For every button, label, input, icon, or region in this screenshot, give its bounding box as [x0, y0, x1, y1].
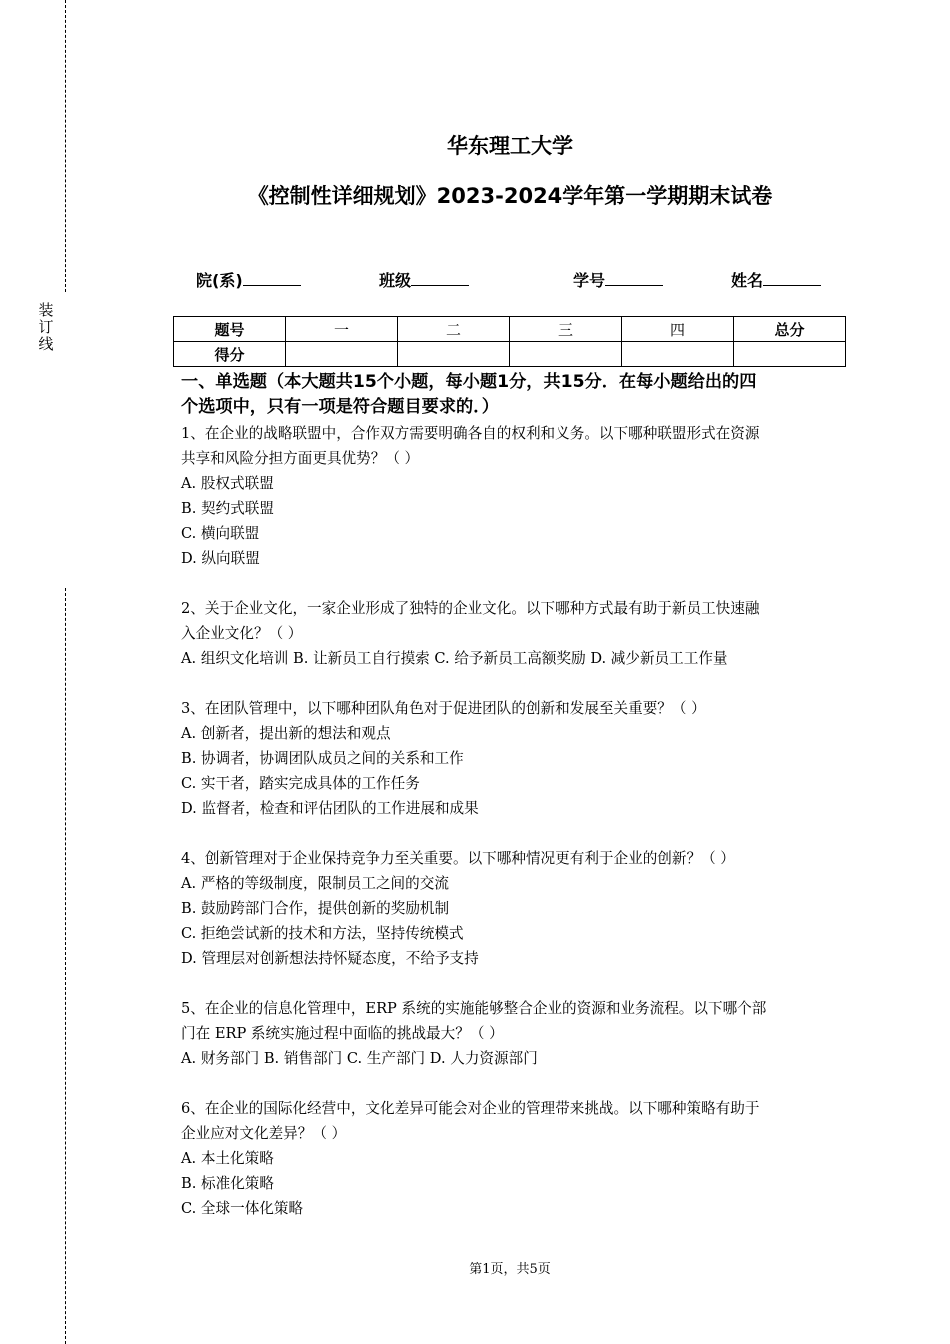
class-field[interactable] [379, 268, 469, 291]
name-label: 姓名 [731, 271, 764, 290]
score-table-cell: 得分 [174, 342, 286, 367]
score-entry-cell[interactable] [734, 342, 846, 367]
binding-char: 线 [38, 335, 54, 353]
score-table [173, 316, 846, 367]
department-label: 院(系) [196, 271, 243, 290]
answer-option: B. 标准化策略 [181, 1175, 274, 1192]
department-field[interactable] [196, 268, 301, 291]
page-number-footer: 第1页，共5页 [469, 1262, 551, 1277]
answer-option: A. 股权式联盟 [181, 475, 274, 492]
answer-option: A. 财务部门 B. 销售部门 C. 生产部门 D. 人力资源部门 [181, 1050, 538, 1067]
section-heading-line: 一、单选题（本大题共15个小题，每小题1分，共15分．在每小题给出的四 [181, 372, 757, 392]
student-id-label: 学号 [573, 271, 606, 290]
answer-option: B. 契约式联盟 [181, 500, 274, 517]
answer-option: B. 协调者，协调团队成员之间的关系和工作 [181, 750, 464, 767]
question [181, 596, 841, 671]
question-text: 企业应对文化差异？（ ） [181, 1125, 347, 1142]
exam-content [181, 370, 841, 1221]
question-text: 3、在团队管理中，以下哪种团队角色对于促进团队的创新和发展至关重要？（ ） [181, 700, 706, 717]
section-heading-line: 个选项中，只有一项是符合题目要求的．） [181, 397, 499, 417]
answer-option: D. 纵向联盟 [181, 550, 260, 567]
question [181, 1096, 841, 1221]
class-blank[interactable] [411, 269, 469, 286]
question [181, 996, 841, 1071]
answer-option: D. 监督者，检查和评估团队的工作进展和成果 [181, 800, 479, 817]
answer-option: A. 严格的等级制度，限制员工之间的交流 [181, 875, 449, 892]
answer-option: A. 组织文化培训 B. 让新员工自行摸索 C. 给予新员工高额奖励 D. 减少新员工工作量 [181, 650, 728, 667]
question-text: 入企业文化？（ ） [181, 625, 303, 642]
student-info-row [0, 268, 950, 292]
score-table-cell: 二 [398, 317, 510, 342]
answer-option: A. 创新者，提出新的想法和观点 [181, 725, 391, 742]
question-text: 共享和风险分担方面更具优势？（ ） [181, 450, 420, 467]
question-text: 4、创新管理对于企业保持竞争力至关重要。以下哪种情况更有利于企业的创新？（ ） [181, 850, 735, 867]
question-text: 6、在企业的国际化经营中，文化差异可能会对企业的管理带来挑战。以下哪种策略有助于 [181, 1100, 760, 1117]
score-table-header-row [174, 317, 846, 342]
binding-dashed-line-bottom [65, 588, 66, 1344]
name-blank[interactable] [763, 269, 821, 286]
question-text: 5、在企业的信息化管理中，ERP 系统的实施能够整合企业的资源和业务流程。以下哪个部 [181, 1000, 767, 1017]
student-id-blank[interactable] [605, 269, 663, 286]
answer-option: A. 本土化策略 [181, 1150, 274, 1167]
score-table-cell: 四 [622, 317, 734, 342]
binding-char: 装 [38, 301, 54, 319]
score-entry-cell[interactable] [510, 342, 622, 367]
score-table-cell: 一 [286, 317, 398, 342]
score-table-score-row [174, 342, 846, 367]
answer-option: B. 鼓励跨部门合作，提供创新的奖励机制 [181, 900, 450, 917]
question [181, 696, 841, 821]
name-field[interactable] [731, 268, 821, 291]
university-title: 华东理工大学 [447, 134, 573, 158]
answer-option: C. 横向联盟 [181, 525, 260, 542]
binding-label [36, 302, 56, 353]
score-entry-cell[interactable] [286, 342, 398, 367]
section-heading [181, 370, 841, 420]
answer-option: C. 拒绝尝试新的技术和方法，坚持传统模式 [181, 925, 464, 942]
answer-option: C. 实干者，踏实完成具体的工作任务 [181, 775, 420, 792]
department-blank[interactable] [243, 269, 301, 286]
score-table-cell: 三 [510, 317, 622, 342]
binding-char: 订 [38, 318, 54, 336]
question [181, 421, 841, 571]
question-text: 门在 ERP 系统实施过程中面临的挑战最大？（ ） [181, 1025, 504, 1042]
answer-option: C. 全球一体化策略 [181, 1200, 304, 1217]
exam-title: 《控制性详细规划》2023-2024学年第一学期期末试卷 [247, 184, 773, 208]
student-id-field[interactable] [573, 268, 663, 291]
class-label: 班级 [379, 271, 412, 290]
score-table-cell: 总分 [734, 317, 846, 342]
score-table-cell: 题号 [174, 317, 286, 342]
score-entry-cell[interactable] [622, 342, 734, 367]
answer-option: D. 管理层对创新想法持怀疑态度，不给予支持 [181, 950, 479, 967]
question-text: 1、在企业的战略联盟中，合作双方需要明确各自的权利和义务。以下哪种联盟形式在资源 [181, 425, 760, 442]
question-text: 2、关于企业文化，一家企业形成了独特的企业文化。以下哪种方式最有助于新员工快速融 [181, 600, 760, 617]
question [181, 846, 841, 971]
score-entry-cell[interactable] [398, 342, 510, 367]
